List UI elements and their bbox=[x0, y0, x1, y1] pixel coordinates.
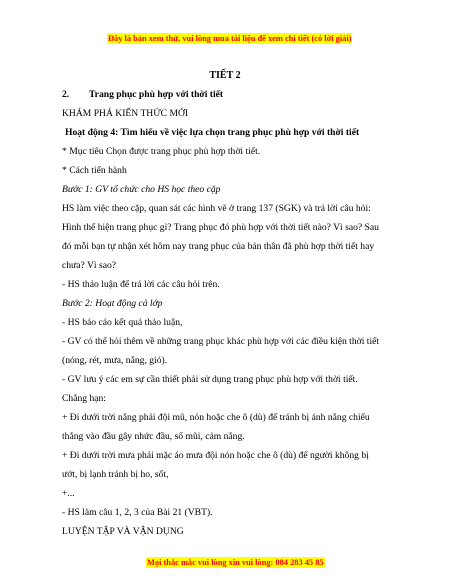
paragraph-line: - HS báo cáo kết quả thảo luận, bbox=[62, 317, 183, 328]
paragraph-line: chưa? Vì sao? bbox=[62, 260, 117, 271]
paragraph-line: Hình thể hiện trang phục gì? Trang phục đó phù hợp với thời tiết nào? Vì sao? Sau bbox=[62, 222, 379, 233]
section-title: Trang phục phù hợp với thời tiết bbox=[89, 89, 224, 100]
paragraph-line: - GV lưu ý các em sự cần thiết phải sử dụng trang phục phù hợp với thời tiết. bbox=[62, 374, 358, 385]
lesson-title: TIẾT 2 bbox=[209, 70, 241, 81]
paragraph-line: - HS thảo luận để trả lời các câu hỏi trên. bbox=[62, 279, 220, 290]
objective-text: * Mục tiêu Chọn được trang phục phù hợp thời tiết. bbox=[62, 146, 261, 157]
paragraph-line: ướt, bị lạnh tránh bị ho, sốt, bbox=[62, 469, 169, 480]
activity-title: Hoạt động 4: Tìm hiểu về việc lựa chọn trang phục phù hợp với thời tiết bbox=[65, 127, 360, 138]
paragraph-line: - GV có thể hỏi thêm về những trang phục khác phù hợp với các điều kiện thời tiết bbox=[62, 336, 380, 347]
paragraph-line: thẳng vào đầu gây nhức đầu, sổ mũi, cảm nắng. bbox=[62, 431, 245, 442]
paragraph-line: + Đi dưới trời mưa phải mặc áo mưa đội nón hoặc che ô (dù) để người không bị bbox=[62, 450, 369, 461]
practice-heading: LUYỆN TẬP VÀ VẬN DỤNG bbox=[62, 526, 184, 537]
procedure-text: * Cách tiến hành bbox=[62, 165, 127, 176]
step-1-heading: Bước 1: GV tổ chức cho HS học theo cặp bbox=[62, 184, 221, 195]
paragraph-line: - HS làm câu 1, 2, 3 của Bài 21 (VBT). bbox=[62, 507, 213, 518]
explore-heading: KHÁM PHÁ KIẾN THỨC MỚI bbox=[62, 108, 189, 119]
paragraph-line: HS làm việc theo cặp, quan sát các hình vẽ ở trang 137 (SGK) và trả lời câu hỏi: bbox=[62, 203, 371, 214]
paragraph-line: +... bbox=[62, 488, 75, 499]
paragraph-line: (nóng, rét, mưa, nắng, gió). bbox=[62, 355, 168, 366]
step-2-heading: Bước 2: Hoạt động cả lớp bbox=[62, 298, 163, 309]
paragraph-line: Chẳng hạn: bbox=[62, 393, 106, 404]
contact-notice-banner: Mọi thắc mắc vui lòng xin vui lòng: 084 283 45 85 bbox=[147, 558, 324, 567]
paragraph-line: + Đi dưới trời nắng phải đội mũ, nón hoặc che ô (dù) để tránh bị ánh nắng chiếu bbox=[62, 412, 370, 423]
preview-notice-banner: Đây là bản xem thử, vui lòng mua tài liệu để xem chi tiết (có lời giải) bbox=[108, 34, 352, 43]
paragraph-line: đó mỗi bạn tự nhận xét hôm nay trang phục của bản thân đã phù hợp thời tiết hay bbox=[62, 241, 375, 252]
section-number: 2. bbox=[62, 89, 70, 100]
